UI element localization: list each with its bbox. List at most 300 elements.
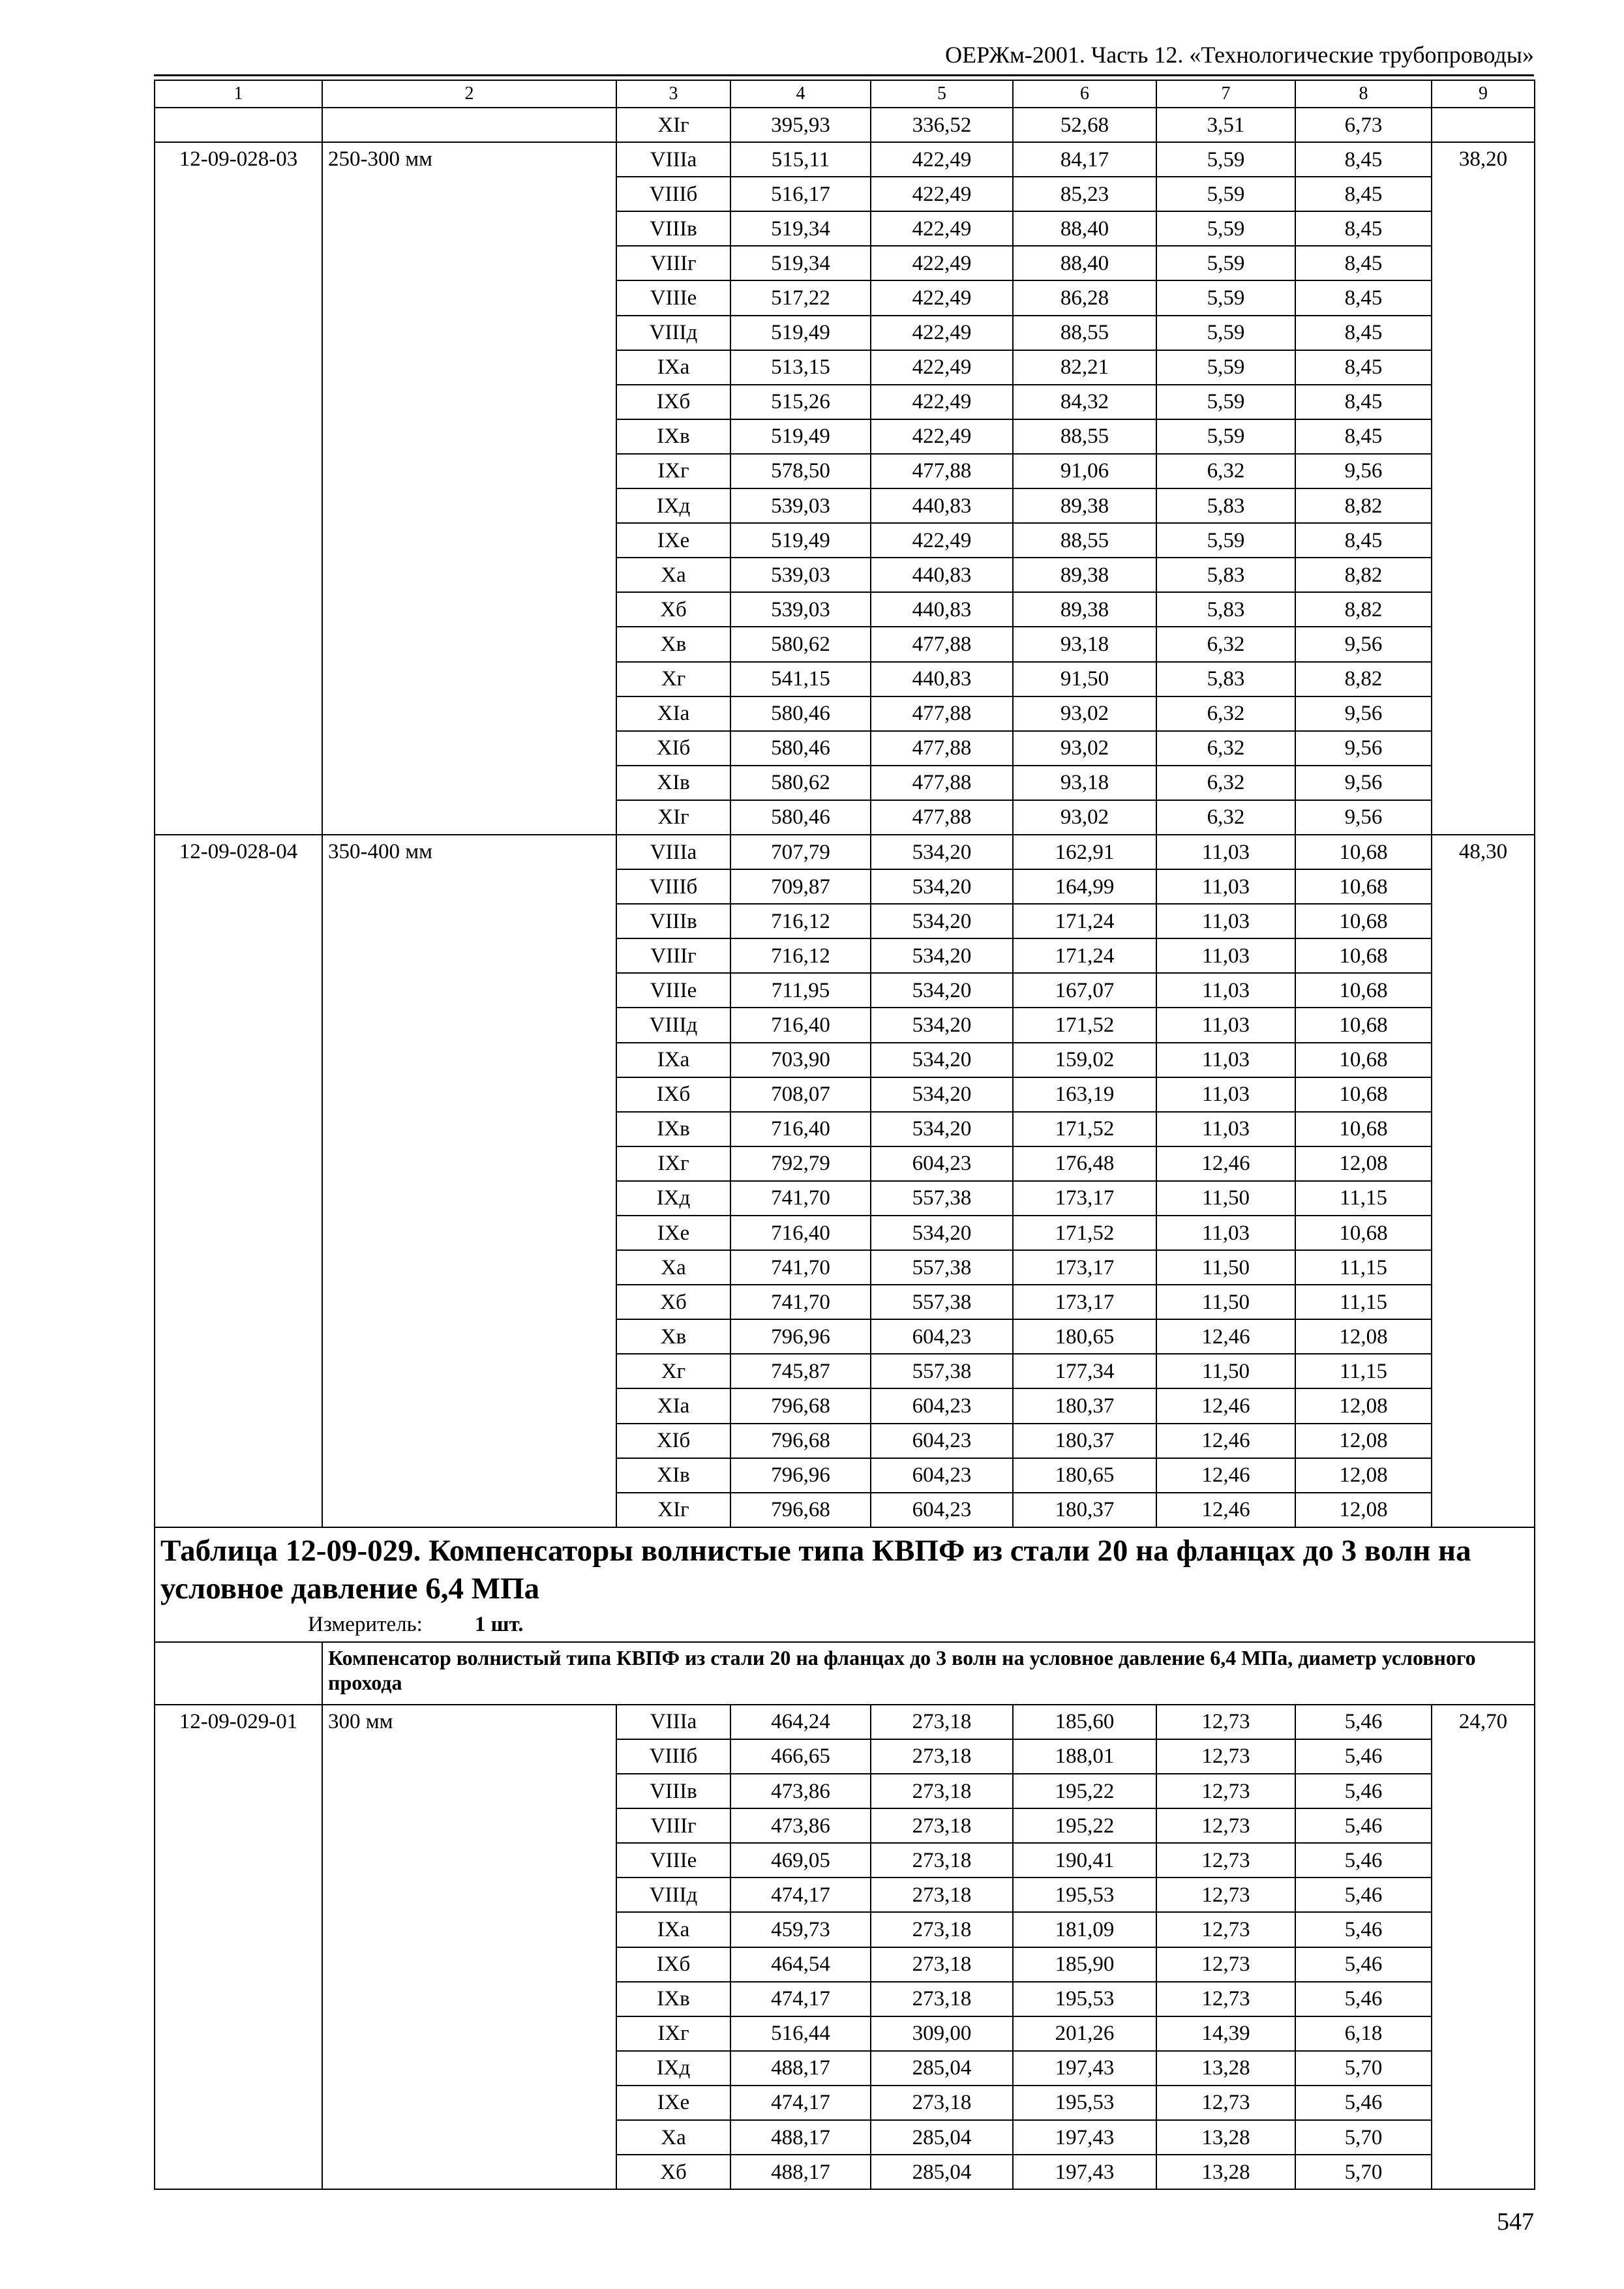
value-cell: 8,82 (1295, 488, 1432, 523)
zone-cell: IXг (616, 454, 730, 488)
value-cell: 180,37 (1013, 1388, 1156, 1423)
value-cell: 11,03 (1156, 1216, 1295, 1250)
value-cell: 5,83 (1156, 488, 1295, 523)
value-cell: 519,49 (730, 523, 871, 558)
value-cell: 93,18 (1013, 766, 1156, 800)
value-cell: 12,08 (1295, 1424, 1432, 1458)
value-cell: 11,03 (1156, 1112, 1295, 1146)
column-number: 9 (1432, 80, 1535, 108)
value-cell: 12,73 (1156, 1808, 1295, 1843)
value-cell: 534,20 (871, 869, 1013, 904)
value-cell: 716,40 (730, 1112, 871, 1146)
value-cell: 163,19 (1013, 1077, 1156, 1112)
table-row (155, 1705, 1535, 1739)
empty-cell (155, 108, 322, 142)
value-cell: 578,50 (730, 454, 871, 488)
column-number: 6 (1013, 80, 1156, 108)
value-cell: 12,46 (1156, 1493, 1295, 1527)
value-cell: 5,83 (1156, 592, 1295, 627)
description: Компенсатор волнистый типа КВПФ из стали 20 на фланцах до 3 волн на условное давление 6,4 МПа, диаметр условного прохода (322, 1642, 1535, 1705)
value-cell: 10,68 (1295, 904, 1432, 938)
value-cell: 796,96 (730, 1319, 871, 1354)
zone-cell: IXд (616, 488, 730, 523)
value-cell: 5,70 (1295, 2155, 1432, 2189)
name-cell: 300 мм (322, 1705, 616, 2189)
value-cell: 9,56 (1295, 731, 1432, 766)
value-cell: 796,68 (730, 1424, 871, 1458)
value-cell: 8,45 (1295, 142, 1432, 177)
value-cell: 474,17 (730, 1878, 871, 1912)
value-cell: 440,83 (871, 558, 1013, 592)
value-cell: 8,45 (1295, 385, 1432, 419)
value-cell: 515,11 (730, 142, 871, 177)
value-cell: 185,90 (1013, 1947, 1156, 1982)
value-cell: 159,02 (1013, 1043, 1156, 1077)
value-cell: 513,15 (730, 350, 871, 385)
zone-cell: IXе (616, 2086, 730, 2120)
column-number: 1 (155, 80, 322, 108)
value-cell: 9,56 (1295, 454, 1432, 488)
column-number-row (155, 80, 1535, 108)
value-cell: 515,26 (730, 385, 871, 419)
value-cell: 711,95 (730, 973, 871, 1008)
value-cell: 6,32 (1156, 766, 1295, 800)
value-cell: 11,50 (1156, 1354, 1295, 1388)
value-cell: 10,68 (1295, 1077, 1432, 1112)
value-cell: 5,46 (1295, 1774, 1432, 1808)
value-cell: 580,62 (730, 766, 871, 800)
value-cell: 273,18 (871, 1878, 1013, 1912)
table-row (155, 142, 1535, 177)
zone-cell: VIIIа (616, 1705, 730, 1739)
value-cell: 171,52 (1013, 1008, 1156, 1042)
zone-cell: IXд (616, 2051, 730, 2086)
value-cell: 5,46 (1295, 1878, 1432, 1912)
value-cell: 10,68 (1295, 835, 1432, 869)
value-cell: 14,39 (1156, 2016, 1295, 2051)
value-cell: 273,18 (871, 1774, 1013, 1808)
value-cell: 422,49 (871, 280, 1013, 315)
zone-cell: Xг (616, 1354, 730, 1388)
zone-cell: IXг (616, 1146, 730, 1181)
zone-cell: XIа (616, 1388, 730, 1423)
value-cell: 177,34 (1013, 1354, 1156, 1388)
value-cell: 8,45 (1295, 246, 1432, 280)
value-cell: 8,45 (1295, 211, 1432, 246)
value-cell: 285,04 (871, 2155, 1013, 2189)
value-cell: 91,06 (1013, 454, 1156, 488)
zone-cell: XIб (616, 1424, 730, 1458)
value-cell: 309,00 (871, 2016, 1013, 2051)
value-cell: 516,17 (730, 177, 871, 211)
value-cell: 534,20 (871, 938, 1013, 973)
value-cell: 93,18 (1013, 627, 1156, 661)
zone-cell: VIIIд (616, 316, 730, 350)
value-cell: 12,46 (1156, 1388, 1295, 1423)
value-cell: 534,20 (871, 973, 1013, 1008)
value-cell: 5,59 (1156, 316, 1295, 350)
zone-cell: VIIIа (616, 835, 730, 869)
zone-cell: IXг (616, 2016, 730, 2051)
value-cell: 173,17 (1013, 1181, 1156, 1216)
value-cell: 195,53 (1013, 1982, 1156, 2016)
value-cell: 422,49 (871, 385, 1013, 419)
value-cell: 580,46 (730, 696, 871, 731)
zone-cell: Xа (616, 2120, 730, 2155)
value-cell: 6,18 (1295, 2016, 1432, 2051)
value-cell: 539,03 (730, 592, 871, 627)
value-cell: 11,15 (1295, 1250, 1432, 1285)
value-cell: 195,53 (1013, 1878, 1156, 1912)
value-cell: 13,28 (1156, 2155, 1295, 2189)
value-cell: 580,62 (730, 627, 871, 661)
measure-row (155, 1608, 1535, 1642)
value-cell: 469,05 (730, 1843, 871, 1878)
value-cell: 5,83 (1156, 662, 1295, 696)
value-cell: 517,22 (730, 280, 871, 315)
value-cell: 173,17 (1013, 1285, 1156, 1319)
value-cell: 171,24 (1013, 904, 1156, 938)
value-cell: 195,53 (1013, 2086, 1156, 2120)
value-cell: 11,15 (1295, 1285, 1432, 1319)
value-cell: 285,04 (871, 2120, 1013, 2155)
value-cell: 557,38 (871, 1285, 1013, 1319)
value-cell: 5,70 (1295, 2051, 1432, 2086)
zone-cell: VIIIв (616, 904, 730, 938)
column-number: 4 (730, 80, 871, 108)
value-cell: 464,54 (730, 1947, 871, 1982)
value-cell: 8,82 (1295, 662, 1432, 696)
value-cell: 440,83 (871, 488, 1013, 523)
code-cell: 12-09-028-03 (155, 142, 322, 835)
value-cell: 5,46 (1295, 1739, 1432, 1774)
table-row (155, 108, 1535, 142)
value-cell: 180,37 (1013, 1424, 1156, 1458)
value-cell: 741,70 (730, 1250, 871, 1285)
value-cell: 473,86 (730, 1774, 871, 1808)
value-cell: 716,40 (730, 1008, 871, 1042)
value-cell: 273,18 (871, 1843, 1013, 1878)
value-cell: 11,03 (1156, 1008, 1295, 1042)
value-cell: 604,23 (871, 1424, 1013, 1458)
value-cell: 12,73 (1156, 1843, 1295, 1878)
value-cell: 12,73 (1156, 1878, 1295, 1912)
value-cell: 534,20 (871, 1216, 1013, 1250)
value-cell: 273,18 (871, 1947, 1013, 1982)
value-cell: 519,34 (730, 211, 871, 246)
value-cell: 5,83 (1156, 558, 1295, 592)
value-cell: 10,68 (1295, 1008, 1432, 1042)
measure-value: 1 шт. (474, 1612, 524, 1636)
zone-cell: Xб (616, 2155, 730, 2189)
value-cell: 12,08 (1295, 1146, 1432, 1181)
value-cell: 557,38 (871, 1250, 1013, 1285)
value-cell: 5,46 (1295, 1808, 1432, 1843)
zone-cell: XIб (616, 731, 730, 766)
value-cell: 12,46 (1156, 1146, 1295, 1181)
value-cell: 519,49 (730, 419, 871, 454)
value-cell: 459,73 (730, 1912, 871, 1947)
value-cell: 84,17 (1013, 142, 1156, 177)
value-cell: 5,46 (1295, 1705, 1432, 1739)
value-cell: 5,59 (1156, 142, 1295, 177)
value-cell: 5,59 (1156, 211, 1295, 246)
value-cell: 88,40 (1013, 211, 1156, 246)
value-cell: 716,12 (730, 904, 871, 938)
value-cell: 12,73 (1156, 1705, 1295, 1739)
value-cell: 10,68 (1295, 1216, 1432, 1250)
value-cell: 84,32 (1013, 385, 1156, 419)
value-cell: 10,68 (1295, 1043, 1432, 1077)
value-cell: 10,68 (1295, 869, 1432, 904)
value-cell: 12,73 (1156, 1912, 1295, 1947)
value-cell: 9,56 (1295, 800, 1432, 835)
empty-cell (155, 1642, 322, 1705)
value-cell: 11,03 (1156, 869, 1295, 904)
running-header: ОЕРЖм-2001. Часть 12. «Технологические трубопроводы» (945, 42, 1534, 68)
value-cell: 796,68 (730, 1388, 871, 1423)
value-cell: 5,46 (1295, 1843, 1432, 1878)
value-cell: 422,49 (871, 211, 1013, 246)
value-cell: 273,18 (871, 2086, 1013, 2120)
measure-cell (155, 1608, 1535, 1642)
value-cell: 181,09 (1013, 1912, 1156, 1947)
value-cell: 12,46 (1156, 1424, 1295, 1458)
value-cell: 12,08 (1295, 1319, 1432, 1354)
zone-cell: VIIIе (616, 1843, 730, 1878)
zone-cell: XIг (616, 800, 730, 835)
code-cell: 12-09-029-01 (155, 1705, 322, 2189)
value-cell: 285,04 (871, 2051, 1013, 2086)
value-cell: 534,20 (871, 904, 1013, 938)
value-cell: 12,46 (1156, 1458, 1295, 1493)
value-cell: 12,73 (1156, 1739, 1295, 1774)
value-cell: 422,49 (871, 177, 1013, 211)
value-cell: 12,73 (1156, 1982, 1295, 2016)
value-cell: 5,70 (1295, 2120, 1432, 2155)
zone-cell: Xг (616, 662, 730, 696)
last-cell: 48,30 (1432, 835, 1535, 1527)
header-rule (154, 74, 1534, 76)
value-cell: 516,44 (730, 2016, 871, 2051)
zone-cell: VIIIв (616, 211, 730, 246)
value-cell: 422,49 (871, 523, 1013, 558)
last-cell: 38,20 (1432, 142, 1535, 835)
value-cell: 604,23 (871, 1458, 1013, 1493)
value-cell: 195,22 (1013, 1808, 1156, 1843)
zone-cell: Xб (616, 1285, 730, 1319)
value-cell: 273,18 (871, 1982, 1013, 2016)
empty-cell (1432, 108, 1535, 142)
value-cell: 176,48 (1013, 1146, 1156, 1181)
value-cell: 5,46 (1295, 1947, 1432, 1982)
value-cell: 5,46 (1295, 1982, 1432, 2016)
value-cell: 6,32 (1156, 800, 1295, 835)
column-number: 7 (1156, 80, 1295, 108)
zone-cell: XIв (616, 766, 730, 800)
value-cell: 93,02 (1013, 731, 1156, 766)
zone-cell: VIIIд (616, 1878, 730, 1912)
empty-cell (322, 108, 616, 142)
zone-cell: IXа (616, 350, 730, 385)
value-cell: 519,34 (730, 246, 871, 280)
value-cell: 539,03 (730, 558, 871, 592)
value-cell: 273,18 (871, 1912, 1013, 1947)
zone-cell: IXб (616, 385, 730, 419)
value-cell: 741,70 (730, 1285, 871, 1319)
value-cell: 10,68 (1295, 973, 1432, 1008)
value-cell: 171,52 (1013, 1112, 1156, 1146)
value-cell: 580,46 (730, 731, 871, 766)
value-cell: 422,49 (871, 142, 1013, 177)
zone-cell: VIIIб (616, 177, 730, 211)
value-cell: 5,46 (1295, 2086, 1432, 2120)
value-cell: 12,08 (1295, 1458, 1432, 1493)
value-cell: 6,32 (1156, 696, 1295, 731)
value-cell: 86,28 (1013, 280, 1156, 315)
zone-cell: XIг (616, 1493, 730, 1527)
value-cell: 440,83 (871, 592, 1013, 627)
column-number: 2 (322, 80, 616, 108)
value-cell: 190,41 (1013, 1843, 1156, 1878)
value-cell: 473,86 (730, 1808, 871, 1843)
zone-cell: Xа (616, 1250, 730, 1285)
value-cell: 180,37 (1013, 1493, 1156, 1527)
value-cell: 197,43 (1013, 2051, 1156, 2086)
value-cell: 195,22 (1013, 1774, 1156, 1808)
value-cell: 5,59 (1156, 350, 1295, 385)
value-cell: 539,03 (730, 488, 871, 523)
zone-cell: XIа (616, 696, 730, 731)
value-cell: 474,17 (730, 1982, 871, 2016)
value-cell: 8,45 (1295, 523, 1432, 558)
name-cell: 250-300 мм (322, 142, 616, 835)
zone-cell: VIIIб (616, 869, 730, 904)
value-cell: 541,15 (730, 662, 871, 696)
value-cell: 164,99 (1013, 869, 1156, 904)
value-cell: 5,59 (1156, 177, 1295, 211)
value-cell: 708,07 (730, 1077, 871, 1112)
value-cell: 466,65 (730, 1739, 871, 1774)
value-cell: 477,88 (871, 627, 1013, 661)
value-cell: 534,20 (871, 1112, 1013, 1146)
value-cell: 5,59 (1156, 280, 1295, 315)
value-cell: 8,82 (1295, 558, 1432, 592)
value-cell: 171,52 (1013, 1216, 1156, 1250)
value-cell: 557,38 (871, 1181, 1013, 1216)
value-cell: 89,38 (1013, 592, 1156, 627)
value-cell: 93,02 (1013, 696, 1156, 731)
value-cell: 477,88 (871, 766, 1013, 800)
value-cell: 8,45 (1295, 419, 1432, 454)
value-cell: 273,18 (871, 1739, 1013, 1774)
value-cell: 88,55 (1013, 523, 1156, 558)
value-cell: 13,28 (1156, 2051, 1295, 2086)
value-cell: 477,88 (871, 800, 1013, 835)
value-cell: 8,45 (1295, 177, 1432, 211)
value-cell: 88,55 (1013, 419, 1156, 454)
table-row (155, 835, 1535, 869)
value-cell: 488,17 (730, 2155, 871, 2189)
table-title-row (155, 1527, 1535, 1608)
value-cell: 709,87 (730, 869, 871, 904)
value-cell: 422,49 (871, 419, 1013, 454)
value-cell: 336,52 (871, 108, 1013, 142)
zone-cell: VIIIе (616, 973, 730, 1008)
value-cell: 796,96 (730, 1458, 871, 1493)
value-cell: 162,91 (1013, 835, 1156, 869)
zone-cell: XIг (616, 108, 730, 142)
description-row (155, 1642, 1535, 1705)
value-cell: 8,45 (1295, 316, 1432, 350)
value-cell: 440,83 (871, 662, 1013, 696)
rates-table (154, 80, 1535, 2190)
zone-cell: VIIIг (616, 246, 730, 280)
value-cell: 9,56 (1295, 696, 1432, 731)
value-cell: 12,73 (1156, 1774, 1295, 1808)
measure-label: Измеритель: (308, 1612, 423, 1636)
value-cell: 580,46 (730, 800, 871, 835)
value-cell: 796,68 (730, 1493, 871, 1527)
value-cell: 273,18 (871, 1808, 1013, 1843)
value-cell: 477,88 (871, 696, 1013, 731)
value-cell: 422,49 (871, 350, 1013, 385)
zone-cell: VIIIг (616, 938, 730, 973)
value-cell: 534,20 (871, 835, 1013, 869)
value-cell: 534,20 (871, 1077, 1013, 1112)
value-cell: 557,38 (871, 1354, 1013, 1388)
value-cell: 3,51 (1156, 108, 1295, 142)
zone-cell: Xб (616, 592, 730, 627)
value-cell: 716,12 (730, 938, 871, 973)
value-cell: 11,03 (1156, 973, 1295, 1008)
zone-cell: VIIIв (616, 1774, 730, 1808)
value-cell: 12,08 (1295, 1388, 1432, 1423)
value-cell: 12,08 (1295, 1493, 1432, 1527)
value-cell: 604,23 (871, 1388, 1013, 1423)
value-cell: 395,93 (730, 108, 871, 142)
zone-cell: XIв (616, 1458, 730, 1493)
value-cell: 12,73 (1156, 2086, 1295, 2120)
value-cell: 11,15 (1295, 1181, 1432, 1216)
value-cell: 88,55 (1013, 316, 1156, 350)
value-cell: 488,17 (730, 2051, 871, 2086)
value-cell: 5,59 (1156, 523, 1295, 558)
zone-cell: IXа (616, 1912, 730, 1947)
value-cell: 716,40 (730, 1216, 871, 1250)
value-cell: 477,88 (871, 731, 1013, 766)
value-cell: 180,65 (1013, 1458, 1156, 1493)
zone-cell: Xа (616, 558, 730, 592)
zone-cell: VIIIг (616, 1808, 730, 1843)
zone-cell: Xв (616, 1319, 730, 1354)
value-cell: 8,82 (1295, 592, 1432, 627)
value-cell: 604,23 (871, 1493, 1013, 1527)
value-cell: 422,49 (871, 246, 1013, 280)
name-cell: 350-400 мм (322, 835, 616, 1527)
value-cell: 707,79 (730, 835, 871, 869)
value-cell: 180,65 (1013, 1319, 1156, 1354)
value-cell: 534,20 (871, 1043, 1013, 1077)
zone-cell: IXб (616, 1077, 730, 1112)
value-cell: 519,49 (730, 316, 871, 350)
value-cell: 197,43 (1013, 2120, 1156, 2155)
value-cell: 52,68 (1013, 108, 1156, 142)
value-cell: 474,17 (730, 2086, 871, 2120)
value-cell: 82,21 (1013, 350, 1156, 385)
value-cell: 5,59 (1156, 385, 1295, 419)
last-cell: 24,70 (1432, 1705, 1535, 2189)
